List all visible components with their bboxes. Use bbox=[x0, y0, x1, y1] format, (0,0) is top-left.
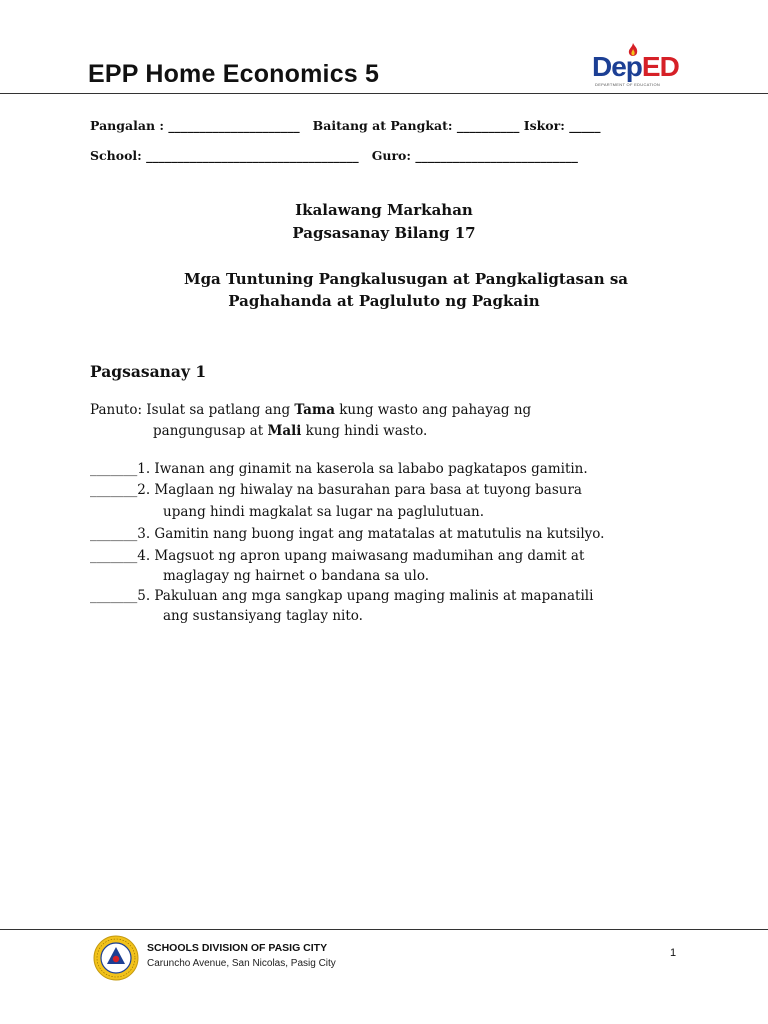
score-label: Iskor: bbox=[523, 118, 565, 133]
logo-subtitle: DEPARTMENT OF EDUCATION bbox=[595, 82, 661, 87]
exercise-number-title: Pagsasanay Bilang 17 bbox=[292, 224, 476, 242]
instruction-true-word: Tama bbox=[294, 402, 335, 418]
grade-section-field[interactable]: __________ bbox=[456, 118, 520, 133]
instruction-false-word: Mali bbox=[267, 423, 302, 439]
item-text: 1. Iwanan ang ginamit na kaserola sa lababo pagkatapos gamitin. bbox=[137, 461, 588, 477]
school-label: School: bbox=[90, 148, 142, 163]
exercise-heading: Pagsasanay 1 bbox=[90, 362, 207, 381]
item-text: 4. Magsuot ng apron upang maiwasang madumihan ang damit at bbox=[137, 548, 585, 564]
teacher-label: Guro: bbox=[371, 148, 411, 163]
instruction-line2-suffix: kung hindi wasto. bbox=[301, 423, 428, 439]
answer-blank[interactable]: _______ bbox=[90, 461, 138, 477]
answer-blank[interactable]: _______ bbox=[90, 482, 138, 498]
item-text: 2. Maglaan ng hiwalay na basurahan para basa at tuyong basura bbox=[137, 482, 582, 498]
instruction-prefix: Panuto: Isulat sa patlang ang bbox=[90, 402, 295, 418]
instruction-line2 bbox=[153, 423, 427, 439]
quarter-title: Ikalawang Markahan bbox=[295, 201, 473, 219]
instruction-line2-prefix: pangungusap at bbox=[153, 423, 268, 439]
instruction-middle: kung wasto ang pahayag ng bbox=[334, 402, 532, 418]
division-name: SCHOOLS DIVISION OF PASIG CITY bbox=[147, 942, 328, 954]
score-field[interactable]: _____ bbox=[569, 118, 601, 133]
list-item bbox=[90, 461, 588, 477]
topic-title-line2: Paghahanda at Pagluluto ng Pagkain bbox=[228, 292, 540, 310]
answer-blank[interactable]: _______ bbox=[90, 526, 138, 542]
logo-text-main: Dep bbox=[592, 51, 642, 82]
name-label: Pangalan : bbox=[90, 118, 164, 133]
list-item bbox=[90, 548, 584, 564]
list-item bbox=[90, 526, 604, 542]
document-title: EPP Home Economics 5 bbox=[88, 60, 380, 88]
grade-section-label: Baitang at Pangkat: bbox=[312, 118, 453, 133]
division-address: Caruncho Avenue, San Nicolas, Pasig City bbox=[147, 958, 336, 969]
school-field[interactable]: __________________________________ bbox=[146, 148, 359, 163]
answer-blank[interactable]: _______ bbox=[90, 548, 138, 564]
deped-logo bbox=[592, 43, 680, 89]
item-continuation: maglagay ng hairnet o bandana sa ulo. bbox=[163, 568, 429, 584]
school-info-row bbox=[90, 148, 578, 163]
name-field[interactable]: _____________________ bbox=[168, 118, 300, 133]
instruction-line1 bbox=[90, 402, 531, 418]
answer-blank[interactable]: _______ bbox=[90, 588, 138, 604]
list-item bbox=[90, 588, 593, 604]
division-seal-icon bbox=[93, 935, 139, 981]
teacher-field[interactable]: __________________________ bbox=[415, 148, 578, 163]
item-continuation: ang sustansiyang taglay nito. bbox=[163, 608, 363, 624]
logo-text-accent: ED bbox=[641, 51, 679, 82]
item-continuation: upang hindi magkalat sa lugar na paglulutuan. bbox=[163, 504, 485, 520]
student-info-row bbox=[90, 118, 600, 133]
list-item bbox=[90, 482, 582, 498]
header-divider bbox=[0, 93, 768, 94]
topic-title-line1: Mga Tuntuning Pangkalusugan at Pangkaligtasan sa bbox=[183, 270, 629, 288]
page-number: 1 bbox=[670, 947, 677, 959]
footer-divider bbox=[0, 929, 768, 930]
item-text: 5. Pakuluan ang mga sangkap upang maging malinis at mapanatili bbox=[137, 588, 594, 604]
item-text: 3. Gamitin nang buong ingat ang matatalas at matutulis na kutsilyo. bbox=[137, 526, 605, 542]
